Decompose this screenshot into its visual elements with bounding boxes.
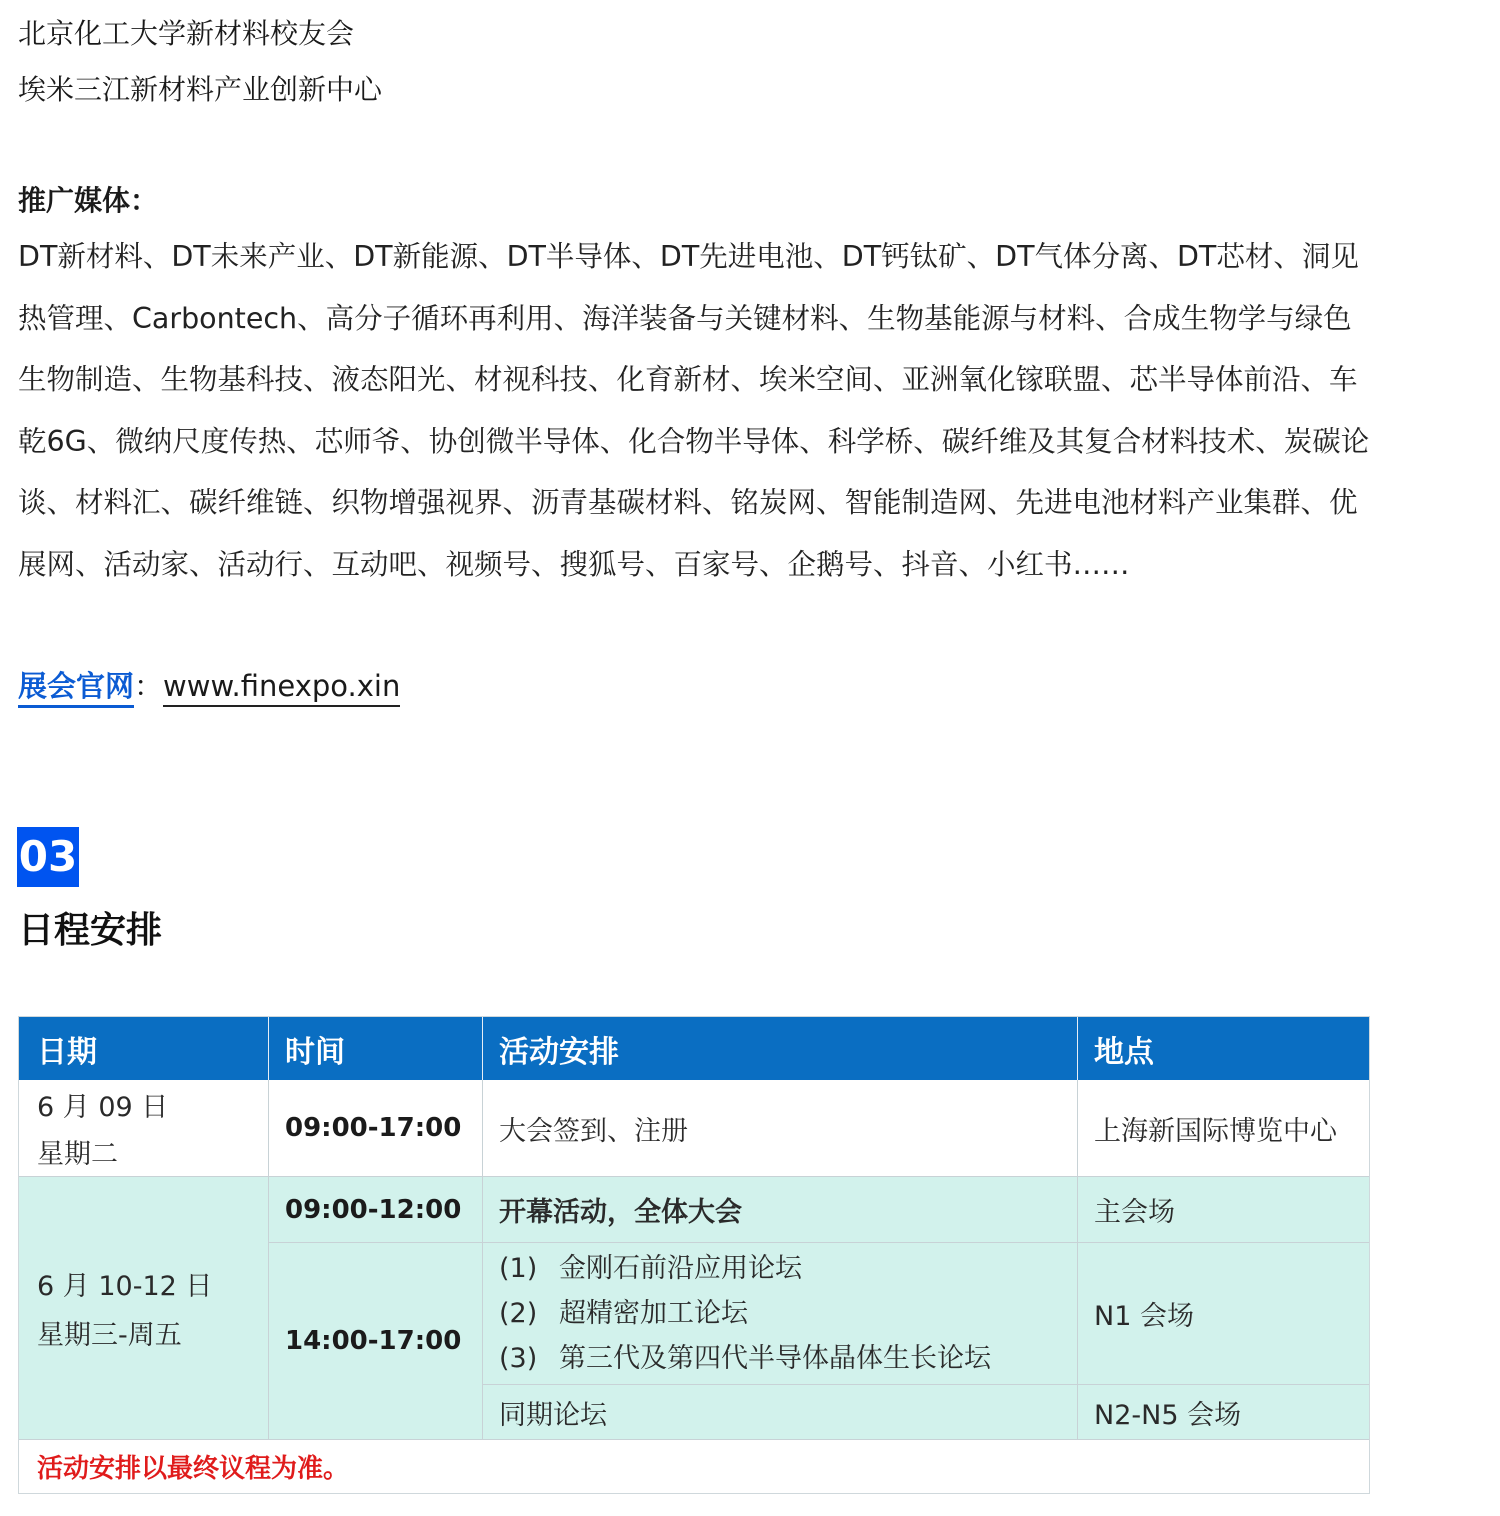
website-sep: ： <box>134 669 164 703</box>
website-line <box>18 664 400 705</box>
row1-activity: 大会签到、注册 <box>483 1080 1078 1177</box>
header-time: 时间 <box>269 1017 483 1080</box>
row1-time-cell <box>269 1080 483 1177</box>
media-list: DT新材料、DT未来产业、DT新能源、DT半导体、DT先进电池、DT钙钛矿、DT气体分离、DT芯材、洞见热管理、Carbontech、高分子循环再利用、海洋装备与关键材料、生物基能源与材料、合成生物学与绿色生物制造、生物基科技、液态阳光、材视科技、化育新材、埃米空间、亚洲氧化镓联盟、芯半导体前沿、车乾6G、微纳尺度传热、芯师爷、协创微半导体、化合物半导体、科学桥、碳纤维及其复合材料技术、炭碳论谈、材料汇、碳纤维链、织物增强视界、沥青基碳材料、铭炭网、智能制造网、先进电池材料产业集群、优展网、活动家、活动行、互动吧、视频号、搜狐号、百家号、企鹅号、抖音、小红书…… <box>18 240 1370 581</box>
row1-weekday: 星期二 <box>37 1139 118 1170</box>
row1-date-cell <box>19 1080 269 1177</box>
forum-name: 金刚石前沿应用论坛 <box>559 1253 802 1284</box>
header-date: 日期 <box>19 1017 269 1080</box>
am-time: 09:00-12:00 <box>285 1194 462 1225</box>
header-venue: 地点 <box>1078 1017 1369 1080</box>
am-venue: 主会场 <box>1078 1177 1369 1243</box>
parallel-activity: 同期论坛 <box>483 1385 1078 1439</box>
am-time-cell <box>269 1177 483 1243</box>
section-title: 日程安排 <box>18 910 163 951</box>
section-number-badge: 03 <box>17 827 79 887</box>
organizer-2: 埃米三江新材料产业创新中心 <box>18 73 383 106</box>
pm-time: 14:00-17:00 <box>285 1326 462 1356</box>
forum-name: 第三代及第四代半导体晶体生长论坛 <box>559 1343 991 1374</box>
header-activity: 活动安排 <box>483 1017 1078 1080</box>
forum-item <box>499 1246 802 1291</box>
website-label: 展会官网 <box>18 669 134 708</box>
forum-number: (2) <box>499 1298 538 1329</box>
am-activity: 开幕活动，全体大会 <box>483 1177 1078 1243</box>
forum-item <box>499 1336 991 1381</box>
schedule-table <box>18 1016 1370 1494</box>
row1-date: 6 月 09 日 <box>37 1092 169 1123</box>
row2-date-cell <box>19 1177 269 1439</box>
row1-time: 09:00-17:00 <box>285 1113 462 1143</box>
row1-venue: 上海新国际博览中心 <box>1078 1080 1369 1177</box>
pm-forums-cell <box>483 1243 1078 1385</box>
forum-number: (3) <box>499 1343 538 1374</box>
pm-venue: N1 会场 <box>1078 1243 1369 1385</box>
parallel-venue: N2-N5 会场 <box>1078 1385 1369 1439</box>
forum-item <box>499 1291 748 1336</box>
schedule-note-cell <box>19 1439 1369 1492</box>
row2-weekday: 星期三-周五 <box>37 1320 182 1351</box>
media-label: 推广媒体： <box>18 184 159 217</box>
schedule-note: 活动安排以最终议程为准。 <box>37 1453 350 1484</box>
row2-date: 6 月 10-12 日 <box>37 1271 213 1302</box>
forum-number: (1) <box>499 1253 538 1284</box>
organizer-1: 北京化工大学新材料校友会 <box>18 17 355 50</box>
pm-time-cell <box>269 1243 483 1439</box>
website-link[interactable]: www.finexpo.xin <box>163 669 400 707</box>
forum-name: 超精密加工论坛 <box>559 1298 748 1329</box>
